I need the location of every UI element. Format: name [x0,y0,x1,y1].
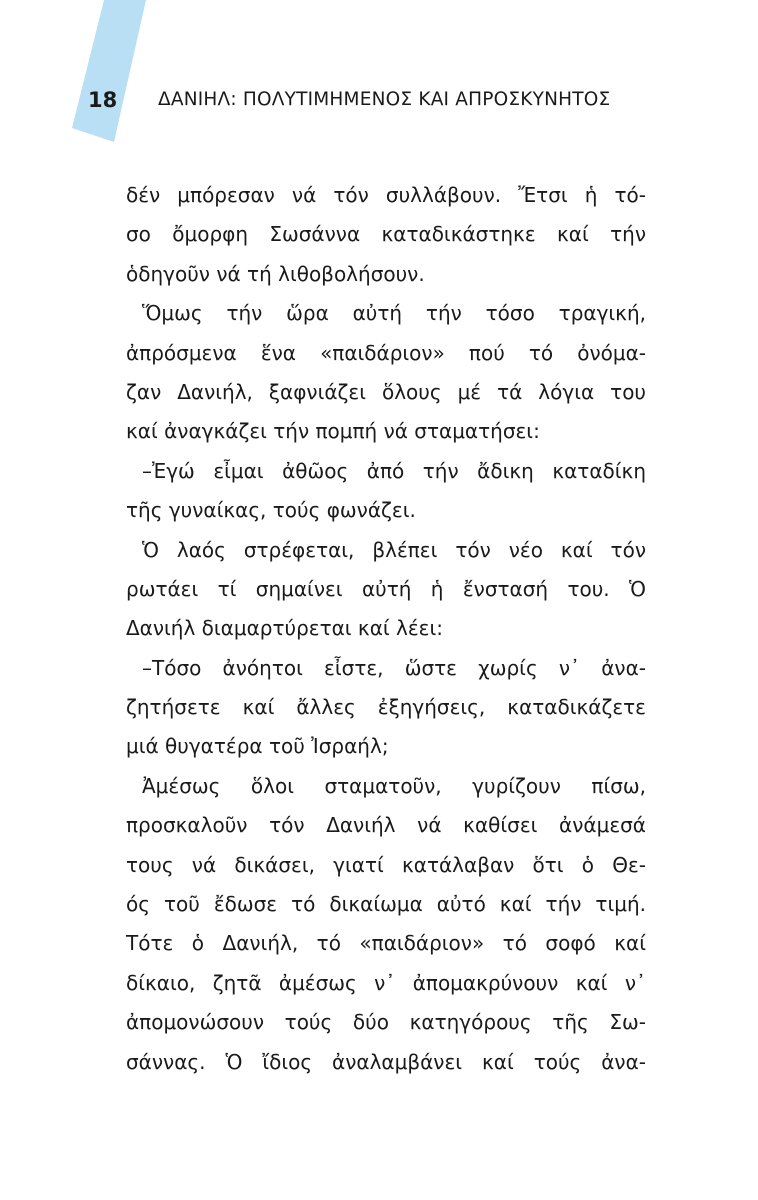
text-line: Δανιήλ διαμαρτύρεται καί λέει: [126,616,443,641]
text-line: σο ὄμορφη Σωσάννα καταδικάστηκε καί τήν [126,222,646,247]
running-head [0,86,758,120]
text-line: τῆς γυναίκας, τούς φωνάζει. [126,498,416,523]
text-line: –Ἐγώ εἶμαι ἀθῶος ἀπό τήν ἄδικη καταδίκη [142,458,646,483]
text-line: ρωτάει τί σημαίνει αὐτή ἡ ἔνστασή του. Ὁ [126,576,646,601]
decorative-accent-strip [0,0,180,150]
text-line: ὁδηγοῦν νά τή λιθοβολήσουν. [126,261,425,286]
text-line: ἀπρόσμενα ἕνα «παιδάριον» πού τό ὀνόμα- [126,340,646,365]
page-number: 18 [88,88,118,112]
text-line: ός τοῦ ἔδωσε τό δικαίωμα αὐτό καί τήν τιμή. [126,892,646,917]
text-line: Τότε ὁ Δανιήλ, τό «παιδάριον» τό σοφό καί [126,931,646,956]
text-line: δίκαιο, ζητᾶ ἀμέσως ν᾿ ἀπομακρύνουν καί ν᾿ [126,970,646,995]
text-line: Ἀμέσως ὅλοι σταματοῦν, γυρίζουν πίσω, [142,773,646,798]
text-line: μιά θυγατέρα τοῦ Ἰσραήλ; [126,734,389,759]
accent-strip-shape [0,0,180,150]
text-line: προσκαλοῦν τόν Δανιήλ νά καθίσει ἀνάμεσά [126,813,646,838]
body-text [126,176,646,1082]
running-head-title: ΔΑΝΙΗΛ: ΠΟΛΥΤΙΜΗΜΕΝΟΣ ΚΑΙ ΑΠΡΟΣΚΥΝΗΤΟΣ [158,89,611,110]
text-line: σάννας. Ὁ ἴδιος ἀναλαμβάνει καί τούς ἀνα- [126,1049,646,1074]
text-line: ἀπομονώσουν τούς δύο κατηγόρους τῆς Σω- [126,1010,646,1035]
text-line: ζαν Δανιήλ, ξαφνιάζει ὅλους μέ τά λόγια του [126,379,646,404]
text-line: τους νά δικάσει, γιατί κατάλαβαν ὅτι ὁ Θε- [126,852,646,877]
text-line: καί ἀναγκάζει τήν πομπή νά σταματήσει: [126,419,540,444]
text-line: ζητήσετε καί ἄλλες ἐξηγήσεις, καταδικάζετε [126,695,646,720]
text-line: Ὁ λαός στρέφεται, βλέπει τόν νέο καί τόν [142,537,646,562]
text-line: Ὅμως τήν ὥρα αὐτή τήν τόσο τραγική, [142,301,646,326]
text-line: –Τόσο ἀνόητοι εἶστε, ὥστε χωρίς ν᾿ ἀνα- [142,655,646,680]
text-line: δέν μπόρεσαν νά τόν συλλάβουν. Ἔτσι ἡ τό- [126,183,646,207]
